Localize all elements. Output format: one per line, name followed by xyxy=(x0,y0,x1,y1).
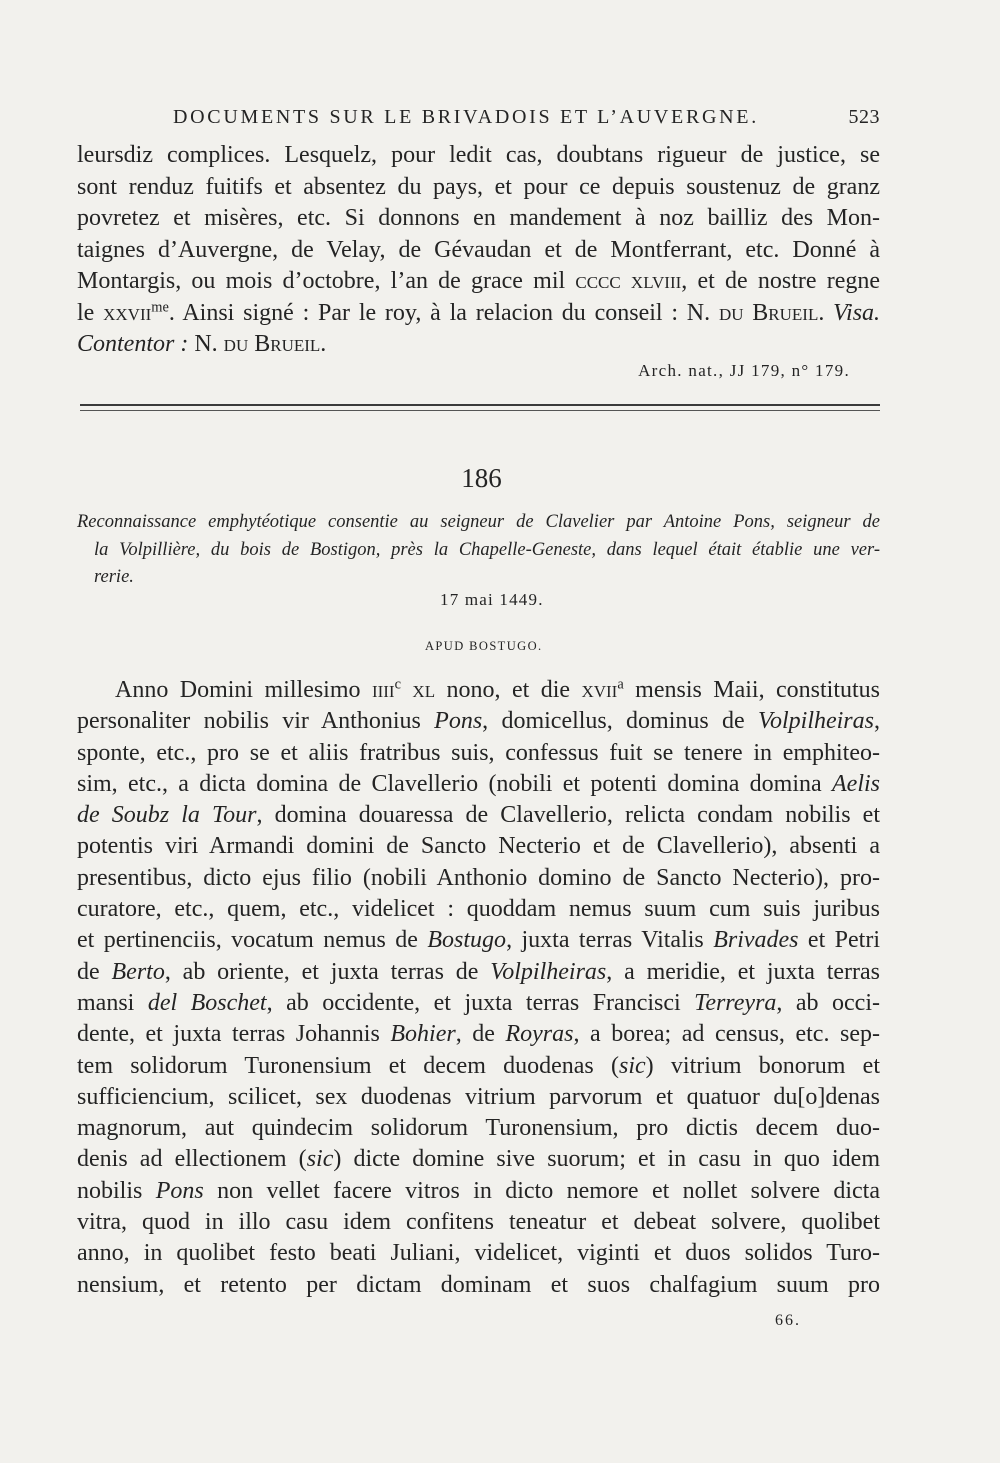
text-run: , a meridie, et juxta terras xyxy=(606,958,881,985)
text-run: ) vitrium bonorum et xyxy=(645,1052,881,1079)
small-caps-run: du Brueil xyxy=(223,331,321,357)
text-run: nensium, et retento per dictam dominam et suos chalfagium suum pro xyxy=(77,1271,880,1298)
text-line xyxy=(77,769,880,800)
text-line xyxy=(77,1176,880,1207)
text-run: nono, et die xyxy=(435,677,582,703)
text-run: potentis viri Armandi domini de Sancto Necterio et de Clavellerio), absenti a xyxy=(77,833,880,860)
text-run: , xyxy=(874,708,880,735)
italic-run: del Boschet xyxy=(147,989,267,1016)
text-run: mansi xyxy=(77,989,148,1016)
text-run: sufficiencium, scilicet, sex duodenas vitrium parvorum et quatuor du[o]denas xyxy=(77,1083,880,1110)
text-run: sont renduz fuitifs et absentez du pays, et pour ce depuis soustenuz de granz xyxy=(77,173,880,200)
text-line xyxy=(77,831,880,862)
text-run: dente, et juxta terras Johannis xyxy=(77,1021,391,1048)
italic-run: Pons xyxy=(155,1177,204,1204)
text-run: Montargis, ou mois d’octobre, l’an de grace mil xyxy=(77,268,576,294)
italic-run: Volpilheiras xyxy=(757,708,874,735)
text-line xyxy=(77,988,880,1019)
summary-line: Reconnaissance emphytéotique consentie au seigneur de Clavelier par Antoine Pons, seigneur de xyxy=(77,512,880,532)
text-line xyxy=(77,738,880,769)
page-number: 523 xyxy=(848,106,880,128)
summary-line: la Volpillière, du bois de Bostigon, près la Chapelle-Geneste, dans lequel était établie une ver- xyxy=(94,539,880,560)
summary-line: rerie. xyxy=(94,567,134,587)
small-caps-run: cccc xlviii xyxy=(575,268,682,294)
italic-run: Terreyra xyxy=(694,989,777,1016)
text-run: ) dicte domine sive suorum; et in casu in quo idem xyxy=(333,1146,880,1173)
text-run: magnorum, aut quindecim solidorum Turonensium, pro dictis decem duo- xyxy=(77,1115,880,1142)
italic-run: Bohier xyxy=(390,1021,456,1048)
small-caps-run: xvii xyxy=(581,677,618,703)
text-run: vitra, quod in illo casu idem confitens teneatur et debeat solvere, quolibet xyxy=(77,1209,880,1236)
text-line xyxy=(77,1082,880,1113)
italic-run: Brivades xyxy=(713,927,799,954)
text-run: sim, etc., a dicta domina de Clavellerio (nobili et potenti domina domina xyxy=(77,770,832,797)
text-line xyxy=(77,266,880,298)
text-run: mensis Maii, constitutus xyxy=(623,677,881,703)
text-run: . xyxy=(818,299,834,326)
archive-source-citation: Arch. nat., JJ 179, n° 179. xyxy=(638,361,850,380)
document-date: 17 mai 1449. xyxy=(440,590,544,609)
text-line xyxy=(77,1207,880,1238)
document-number: 186 xyxy=(461,463,502,493)
text-line xyxy=(77,1113,880,1144)
text-run: leursdiz complices. Lesquelz, pour ledit cas, doubtans rigueur de justice, se xyxy=(77,142,880,168)
italic-run: Visa. xyxy=(833,299,881,326)
text-line xyxy=(77,329,880,361)
text-line xyxy=(77,894,880,925)
text-run: , domicellus, dominus de xyxy=(482,708,758,735)
document-place: APUD BOSTUGO. xyxy=(425,639,543,653)
text-run: . xyxy=(320,331,327,357)
text-line xyxy=(77,925,880,956)
text-run: et pertinenciis, vocatum nemus de xyxy=(77,927,428,954)
text-line xyxy=(77,1270,880,1301)
italic-run: Berto xyxy=(111,958,165,985)
text-run: povretez et misères, etc. Si donnons en mandement à noz bailliz des Mon- xyxy=(77,205,880,231)
text-run: denis ad ellectionem ( xyxy=(77,1146,307,1173)
superscript-run: a xyxy=(617,676,624,693)
text-run: , ab occidente, et juxta terras Francisci xyxy=(266,989,695,1016)
text-run: sponte, etc., pro se et aliis fratribus suis, confessus fuit se tenere in emphiteo- xyxy=(77,739,880,766)
text-run: presentibus, dicto ejus filio (nobili Anthonio domino de Sancto Necterio), pro- xyxy=(77,864,880,891)
text-run: de xyxy=(77,958,112,985)
small-caps-run: iiii xyxy=(371,677,395,703)
text-line xyxy=(77,863,880,894)
text-line xyxy=(77,706,880,737)
text-run: tem solidorum Turonensium et decem duodenas ( xyxy=(77,1052,619,1079)
small-caps-run: du Brueil xyxy=(718,299,819,326)
signature-mark: 66. xyxy=(775,1312,801,1329)
italic-run: sic xyxy=(306,1146,334,1173)
text-run: , et de nostre regne xyxy=(681,268,881,294)
text-run: , ab oriente, et juxta terras de xyxy=(164,958,491,985)
text-line xyxy=(77,800,880,831)
section-divider-thick-line xyxy=(80,404,880,406)
italic-run: sic xyxy=(619,1052,646,1079)
italic-run: Pons xyxy=(434,708,483,735)
text-run: et Petri xyxy=(798,927,881,954)
italic-run: Volpilheiras xyxy=(490,958,607,985)
running-title: DOCUMENTS SUR LE BRIVADOIS ET L’AUVERGNE. xyxy=(173,106,759,128)
text-run: Anno Domini millesimo xyxy=(115,677,372,703)
text-run: N. xyxy=(188,331,224,357)
document-summary xyxy=(77,509,880,592)
italic-run: Aelis xyxy=(832,770,880,797)
italic-run: de Soubz la Tour xyxy=(77,802,257,829)
text-line xyxy=(77,172,880,204)
text-line xyxy=(77,203,880,235)
superscript-run: c xyxy=(394,676,401,693)
document-text xyxy=(77,675,880,1301)
text-run: nobilis xyxy=(77,1177,156,1204)
text-run: , juxta terras Vitalis xyxy=(506,927,714,954)
text-run: curatore, etc., quem, etc., videlicet : quoddam nemus suum cum suis juribus xyxy=(77,896,880,923)
text-run: anno, in quolibet festo beati Juliani, videlicet, viginti et duos solidos Turo- xyxy=(77,1240,880,1267)
text-line xyxy=(77,957,880,988)
text-run: , a borea; ad census, etc. sep- xyxy=(573,1021,880,1048)
text-line xyxy=(77,235,880,267)
text-line xyxy=(77,1144,880,1175)
text-run: taignes d’Auvergne, de Velay, de Gévaudan et de Montferrant, etc. Donné à xyxy=(77,236,880,263)
section-divider-thin-line xyxy=(80,410,880,411)
italic-run: Bostugo xyxy=(427,927,507,954)
superscript-run: me xyxy=(151,298,169,315)
small-caps-run: xxvii xyxy=(103,299,152,326)
text-run: le xyxy=(77,299,104,326)
text-run: , de xyxy=(455,1021,506,1048)
text-run: , ab occi- xyxy=(776,989,880,1016)
previous-document-text xyxy=(77,140,880,361)
italic-run: Contentor : xyxy=(77,331,189,357)
text-line xyxy=(77,1051,880,1082)
text-line xyxy=(77,1019,880,1050)
text-run: . Ainsi signé : Par le roy, à la relacion du conseil : N. xyxy=(168,299,719,326)
text-run: , domina douaressa de Clavellerio, relicta condam nobilis et xyxy=(256,802,880,829)
text-line xyxy=(77,675,880,706)
small-caps-run: xl xyxy=(401,677,436,703)
text-run: non vellet facere vitros in dicto nemore et nollet solvere dicta xyxy=(203,1177,881,1204)
text-line xyxy=(77,298,880,330)
italic-run: Royras xyxy=(505,1021,574,1048)
text-run: personaliter nobilis vir Anthonius xyxy=(77,708,435,735)
text-line xyxy=(77,1238,880,1269)
text-line xyxy=(77,140,880,172)
